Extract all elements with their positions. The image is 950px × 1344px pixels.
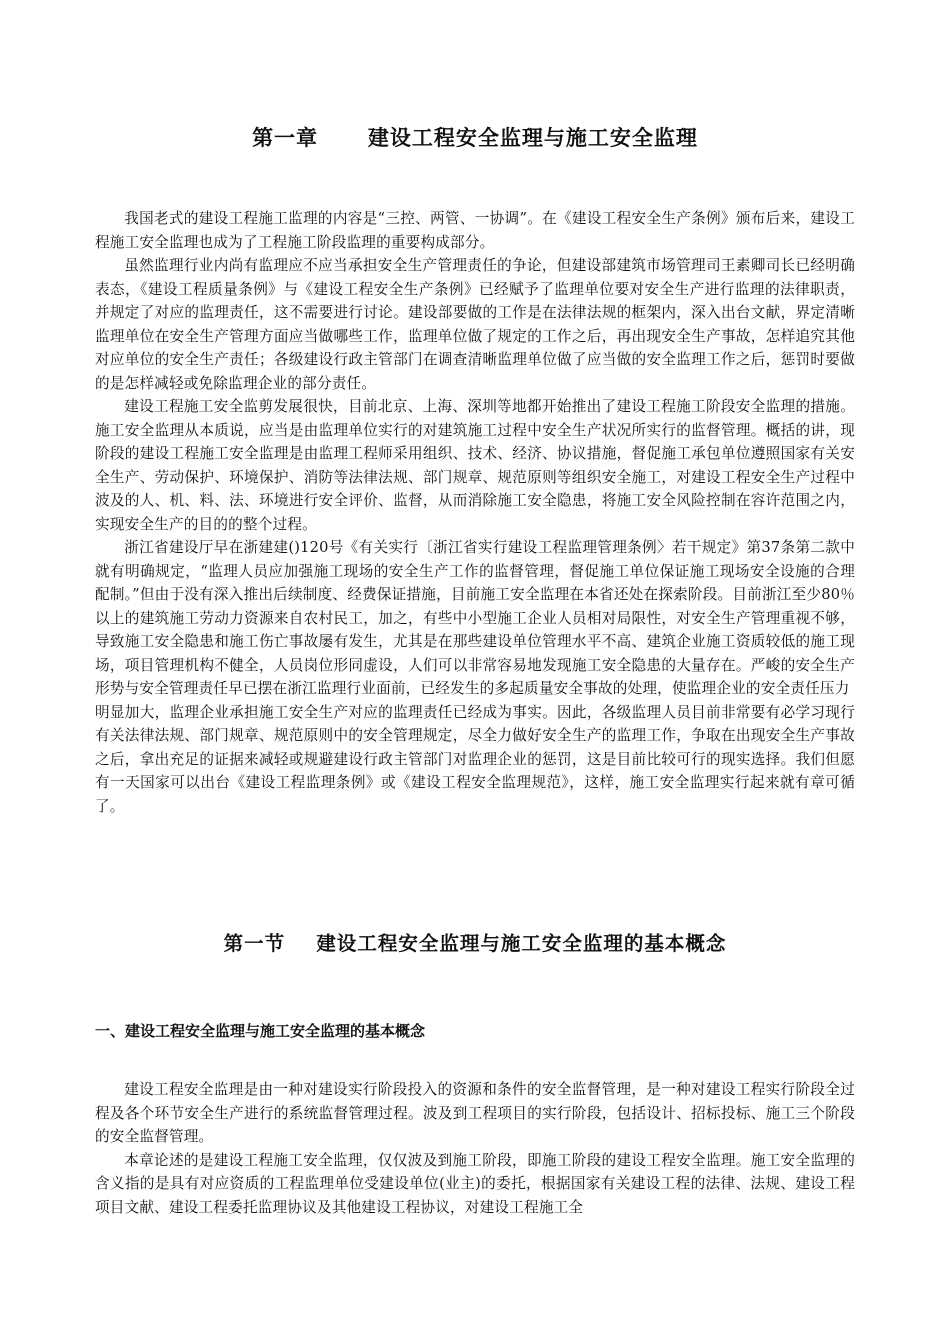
- chapter-title: 第一章 建设工程安全监理与施工安全监理: [252, 126, 698, 150]
- section-body-text: [95, 1078, 855, 1219]
- subsection-title: 一、建设工程安全监理与施工安全监理的基本概念: [95, 1022, 426, 1040]
- paragraph: 建设工程安全监理是由一种对建设实行阶段投入的资源和条件的安全监督管理，是一种对建设工程实行阶段全过程及各个环节安全生产进行的系统监督管理过程。波及到工程项目的实行阶段，包括设计、招标投标、施工三个阶段的安全监督管理。: [95, 1081, 855, 1145]
- paragraph: 我国老式的建设工程施工监理的内容是“三控、两管、一协调”。在《建设工程安全生产条例》颁布后来，建设工程施工安全监理也成为了工程施工阶段监理的重要构成部分。: [95, 210, 855, 251]
- paragraph: 明显加大，监理企业承担施工安全生产对应的监理责任已经成为事实。因此，各级监理人员目前非常要有必学习现行有关法律法规、部门规章、规范原则中的安全管理规定，尽全力做好安全生产的监理工作，争取在出现安全生产事故之后，拿出充足的证据来减轻或规避建设行政主管部门对监理企业的惩罚，这是目前比较可行的现实选择。我们但愿有一天国家可以出台《建设工程监理条例》或《建设工程安全监理规范》，这样，施工安全监理实行起来就有章可循了。: [95, 703, 855, 815]
- section-title: 第一节 建设工程安全监理与施工安全监理的基本概念: [223, 932, 727, 955]
- paragraph: 建设工程施工安全监剪发展很快，目前北京、上海、深圳等地都开始推出了建设工程施工阶段安全监理的措施。施工安全监理从本质说，应当是由监理单位实行的对建筑施工过程中安全生产状况所实行的监督管理。概括的讲，现阶段的建设工程施工安全监理是由监理工程师采用组织、技术、经济、协议措施，督促施工承包单位遵照国家有关安全生产、劳动保护、环境保护、消防等法律法规、部门规章、规范原则等组织安全施工，对建设工程安全生产过程中波及的人、机、料、法、环境进行安全评价、监督，从而消除施工安全隐患，将施工安全风险控制在容许范围之内，实现安全生产的目的的整个过程。: [95, 398, 855, 533]
- paragraph: 浙江省建设厅早在浙建建()120号《有关实行〔浙江省实行建设工程监理管理条例〉若干规定》第37条第二款中就有明确规定，“监理人员应加强施工现场的安全生产工作的监督管理，督促施工单位保证施工现场安全设施的合理配制。”但由于没有深入推出后续制度、经费保证措施，目前施工安全监理在本省还处在探索阶段。目前浙江至少80％以上的建筑施工劳动力资源来自农村民工，加之，有些中小型施工企业人员相对局限性，对安全生产管理重视不够，导致施工安全隐患和施工伤亡事故屡有发生，尤其是在那些建设单位管理水平不高、建筑企业施工资质较低的施工现场，项目管理机构不健全，人员岗位形同虚设，人们可以非常容易地发现施工安全隐患的大量存在。严峻的安全生产形势与安全管理责任早已摆在浙江监理行业面前，已经发生的多起质量安全事故的处理，使监理企业的安全责任压力: [95, 539, 855, 697]
- intro-text: [95, 207, 855, 818]
- paragraph: 本章论述的是建设工程施工安全监理，仅仅波及到施工阶段，即施工阶段的建设工程安全监理。施工安全监理的含义指的是具有对应资质的工程监理单位受建设单位(业主)的委托，根据国家有关建设工程的法律、法规、建设工程项目文献、建设工程委托监理协议及其他建设工程协议，对建设工程施工全: [95, 1151, 855, 1216]
- paragraph: 虽然监理行业内尚有监理应不应当承担安全生产管理责任的争论，但建设部建筑市场管理司王素卿司长已经明确表态，《建设工程质量条例》与《建设工程安全生产条例》已经赋予了监理单位要对安全生产进行监理的法律职责，并规定了对应的监理责任，这不需要进行讨论。建设部要做的工作是在法律法规的框架内，深入出台文献，界定清晰监理单位在安全生产管理方面应当做哪些工作，监理单位做了规定的工作之后，再出现安全生产事故，怎样追究其他对应单位的安全生产责任；各级建设行政主管部门在调查清晰监理单位做了应当做的安全监理工作之后，惩罚时要做的是怎样减轻或免除监理企业的部分责任。: [95, 257, 855, 392]
